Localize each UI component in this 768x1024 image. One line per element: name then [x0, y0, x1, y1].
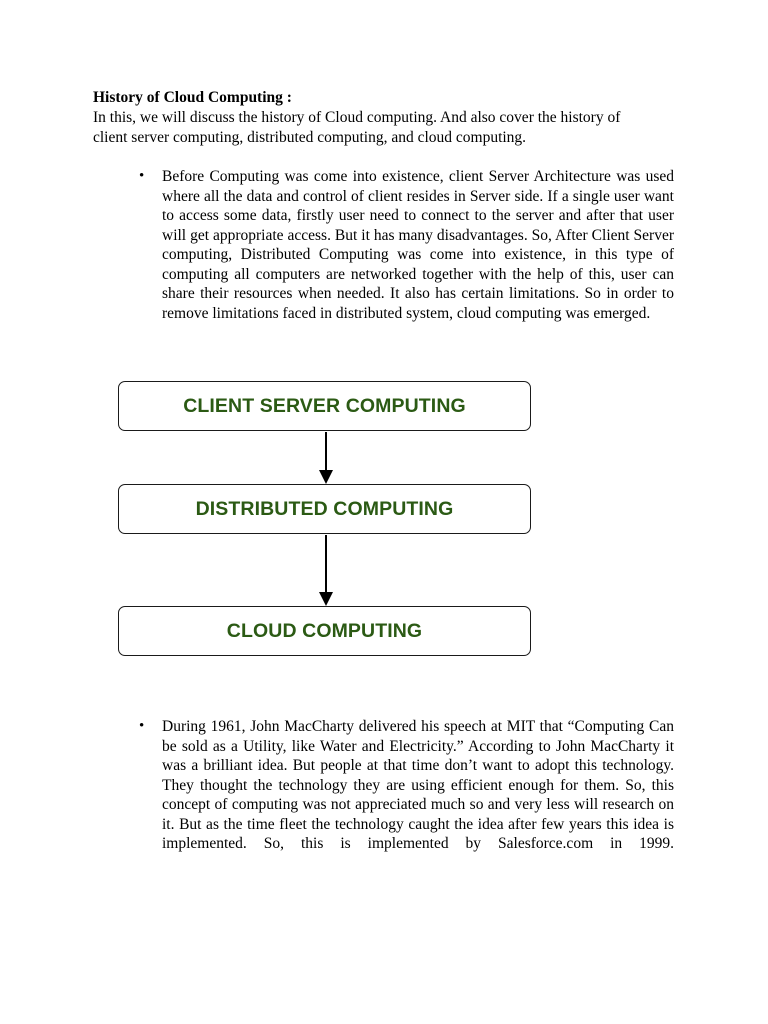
flowchart-box-cloud [118, 606, 531, 656]
flowchart-box-client-server [118, 381, 531, 431]
flowchart-box-distributed [118, 484, 531, 534]
bullet-icon: • [139, 718, 145, 734]
flowchart-box-label: DISTRIBUTED COMPUTING [195, 497, 454, 520]
flowchart-box-label: CLOUD COMPUTING [226, 619, 423, 642]
page-title: History of Cloud Computing : [93, 89, 292, 106]
flowchart-box-label: CLIENT SERVER COMPUTING [183, 394, 466, 417]
intro-paragraph: In this, we will discuss the history of Cloud computing. And also cover the history of client server computing, distributed computing, and cloud computing. [93, 109, 621, 146]
arrow-down-icon [319, 535, 333, 606]
bullet-icon: • [139, 168, 145, 184]
arrow-down-icon [319, 432, 333, 484]
bullet-paragraph-maccarthy: During 1961, John MacCharty delivered his speech at MIT that “Computing Can be sold as a Utility, like Water and Electricity.” According to John MacCharty it was a brilliant idea. But people at that time don’t want to adopt this technology. They thought the technology they are using efficient enough for them. So, this concept of computing was not appreciated much so and very less will research on it. But as the time fleet the technology caught the idea after few years this idea is implemented. So, this is implemented by Salesforce.com in 1999. [162, 718, 674, 852]
bullet-paragraph-history-architecture: Before Computing was come into existence, client Server Architecture was used where all the data and control of client resides in Server side. If a single user want to access some data, firstly user need to connect to the server and after that user will get appropriate access. But it has many disadvantages. So, After Client Server computing, Distributed Computing was come into existence, in this type of computing all computers are networked together with the help of this, user can share their resources when needed. It also has certain limitations. So in order to remove limitations faced in distributed system, cloud computing was emerged. [162, 168, 674, 322]
